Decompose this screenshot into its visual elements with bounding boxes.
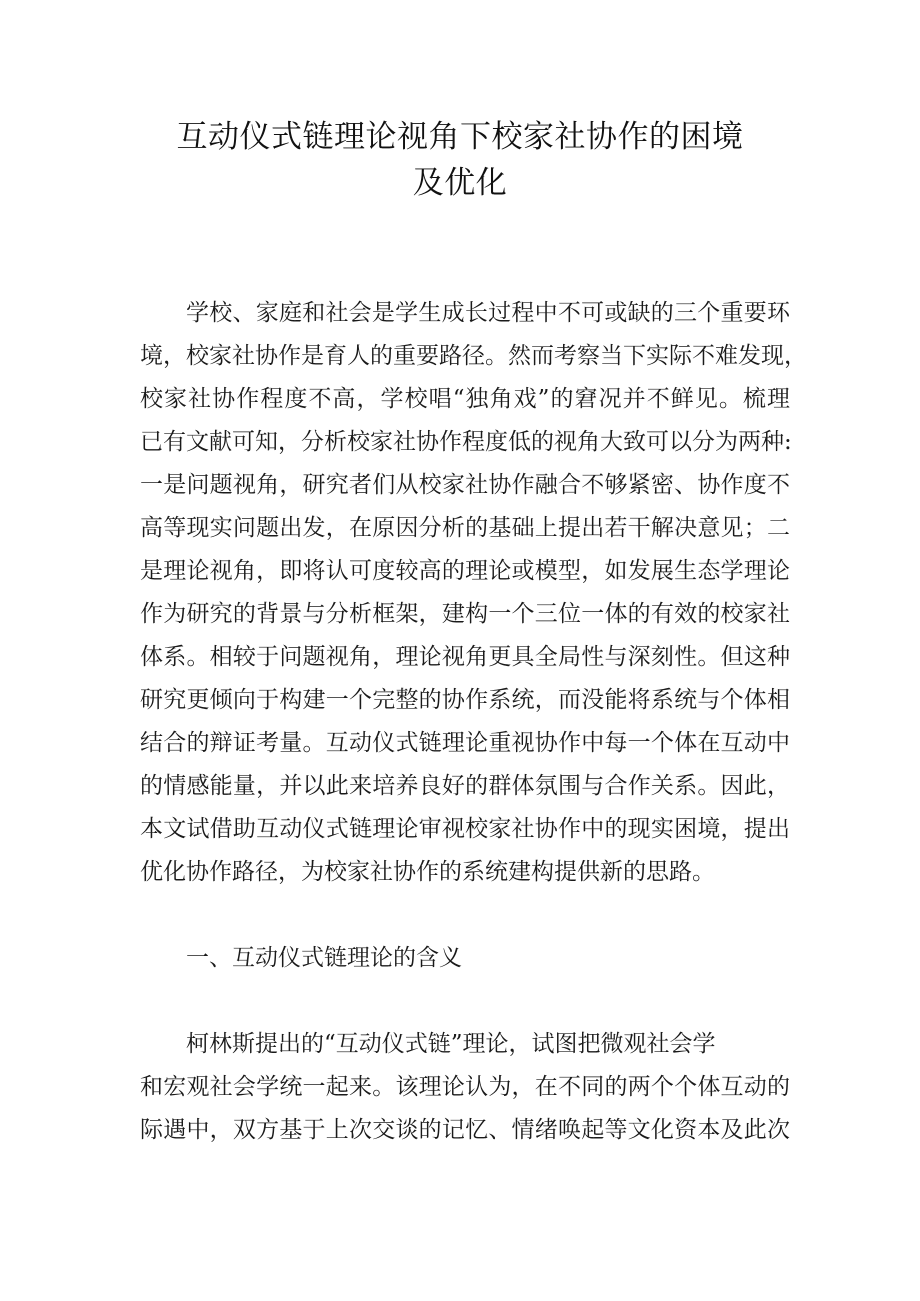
intro-line: 的情感能量，并以此来培养良好的群体氛围与合作关系。因此， xyxy=(140,773,790,799)
document-title-line-1: 互动仪式链理论视角下校家社协作的困境 xyxy=(176,119,744,155)
intro-line: 优化协作路径，为校家社协作的系统建构提供新的思路。 xyxy=(140,859,715,885)
section1-line: 和宏观社会学统一起来。该理论认为，在不同的两个个体互动的 xyxy=(140,1074,790,1100)
intro-line: 研究更倾向于构建一个完整的协作系统，而没能将系统与个体相 xyxy=(140,687,790,713)
intro-line: 境，校家社协作是育人的重要路径。然而考察当下实际不难发现， xyxy=(140,343,807,369)
intro-line: 作为研究的背景与分析框架，建构一个三位一体的有效的校家社 xyxy=(140,601,790,627)
intro-line: 已有文献可知，分析校家社协作程度低的视角大致可以分为两种: xyxy=(140,429,792,455)
section1-line: 柯林斯提出的“互动仪式链”理论，试图把微观社会学 xyxy=(186,1031,716,1057)
intro-line: 本文试借助互动仪式链理论审视校家社协作中的现实困境，提出 xyxy=(140,816,790,842)
intro-line: 学校、家庭和社会是学生成长过程中不可或缺的三个重要环 xyxy=(186,300,790,326)
section1-line: 际遇中，双方基于上次交谈的记忆、情绪唤起等文化资本及此次 xyxy=(140,1117,790,1143)
intro-line: 校家社协作程度不高，学校唱“独角戏”的窘况并不鲜见。梳理 xyxy=(140,386,790,412)
document-title-line-2: 及优化 xyxy=(412,165,508,201)
intro-line: 一是问题视角，研究者们从校家社协作融合不够紧密、协作度不 xyxy=(140,472,790,498)
intro-line: 结合的辩证考量。互动仪式链理论重视协作中每一个体在互动中 xyxy=(140,730,790,756)
intro-line: 是理论视角，即将认可度较高的理论或模型，如发展生态学理论 xyxy=(140,558,790,584)
intro-line: 高等现实问题出发，在原因分析的基础上提出若干解决意见；二 xyxy=(140,515,790,541)
intro-line: 体系。相较于问题视角，理论视角更具全局性与深刻性。但这种 xyxy=(140,644,790,670)
section-heading: 一、互动仪式链理论的含义 xyxy=(186,945,462,971)
